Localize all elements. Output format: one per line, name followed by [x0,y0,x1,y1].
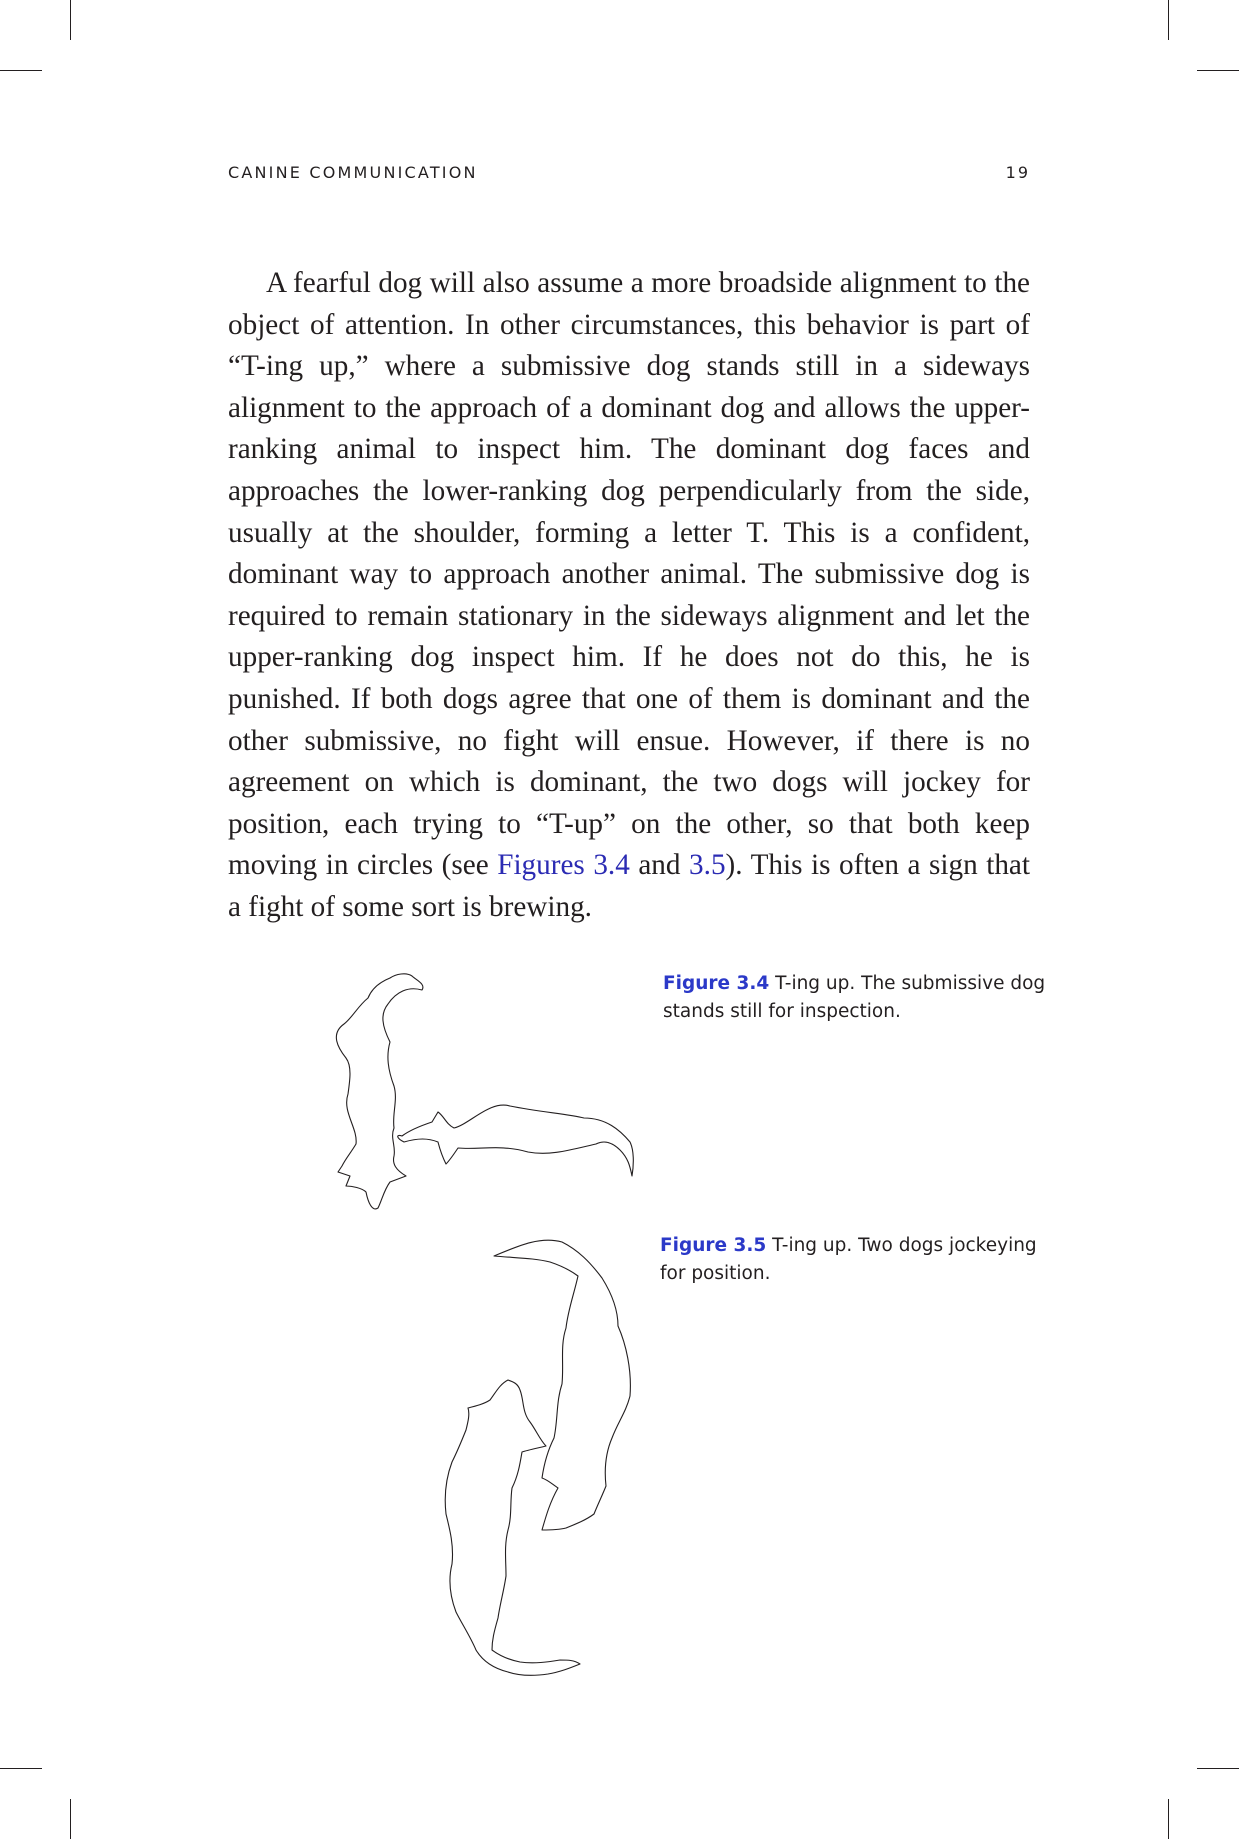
figure-reference-link[interactable]: Figures 3.4 [497,849,630,882]
body-text-segment: and [629,849,690,882]
figure-3-4-submissive-dog [336,974,423,1209]
running-head-title: CANINE COMMUNICATION [228,163,478,182]
body-text-segment: ). This is often a sign that a fight of some sort is brewing. [228,849,1030,923]
figure-3-4-label: Figure 3.4 [663,973,770,994]
figure-3-4-caption [663,970,1053,1026]
figure-3-5-caption-text: T-ing up. Two dogs jockeying for position. [660,1235,1037,1284]
figure-3-5-label: Figure 3.5 [660,1235,767,1256]
figure-3-4-dominant-dog [398,1105,634,1176]
figure-3-4-caption-text: T-ing up. The submissive dog stands still for inspection. [663,973,1046,1022]
figure-3-5-caption [660,1232,1050,1288]
page-number: 19 [1005,163,1030,182]
figure-reference-link[interactable]: 3.5 [689,849,726,882]
body-text-segment: A fearful dog will also assume a more broadside alignment to the object of attention. In other circumstances, this behavior is part of “T-ing up,” where a submissive dog stands still in a sideways alignment to the approach of a dominant dog and allows the upper-ranking animal to inspect him. The dominant dog faces and approaches the lower-ranking dog perpendicularly from the side, usually at the shoulder, forming a letter T. This is a confident, dominant way to approach another animal. The submissive dog is required to remain stationary in the sideways alignment and let the upper-ranking dog inspect him. If he does not do this, he is punished. If both dogs agree that one of them is dominant and the other submissive, no fight will ensue. However, if there is no agreement on which is dominant, the two dogs will jockey for position, each trying to “T-up” on the other, so that both keep moving in circles (see [228,267,1030,882]
